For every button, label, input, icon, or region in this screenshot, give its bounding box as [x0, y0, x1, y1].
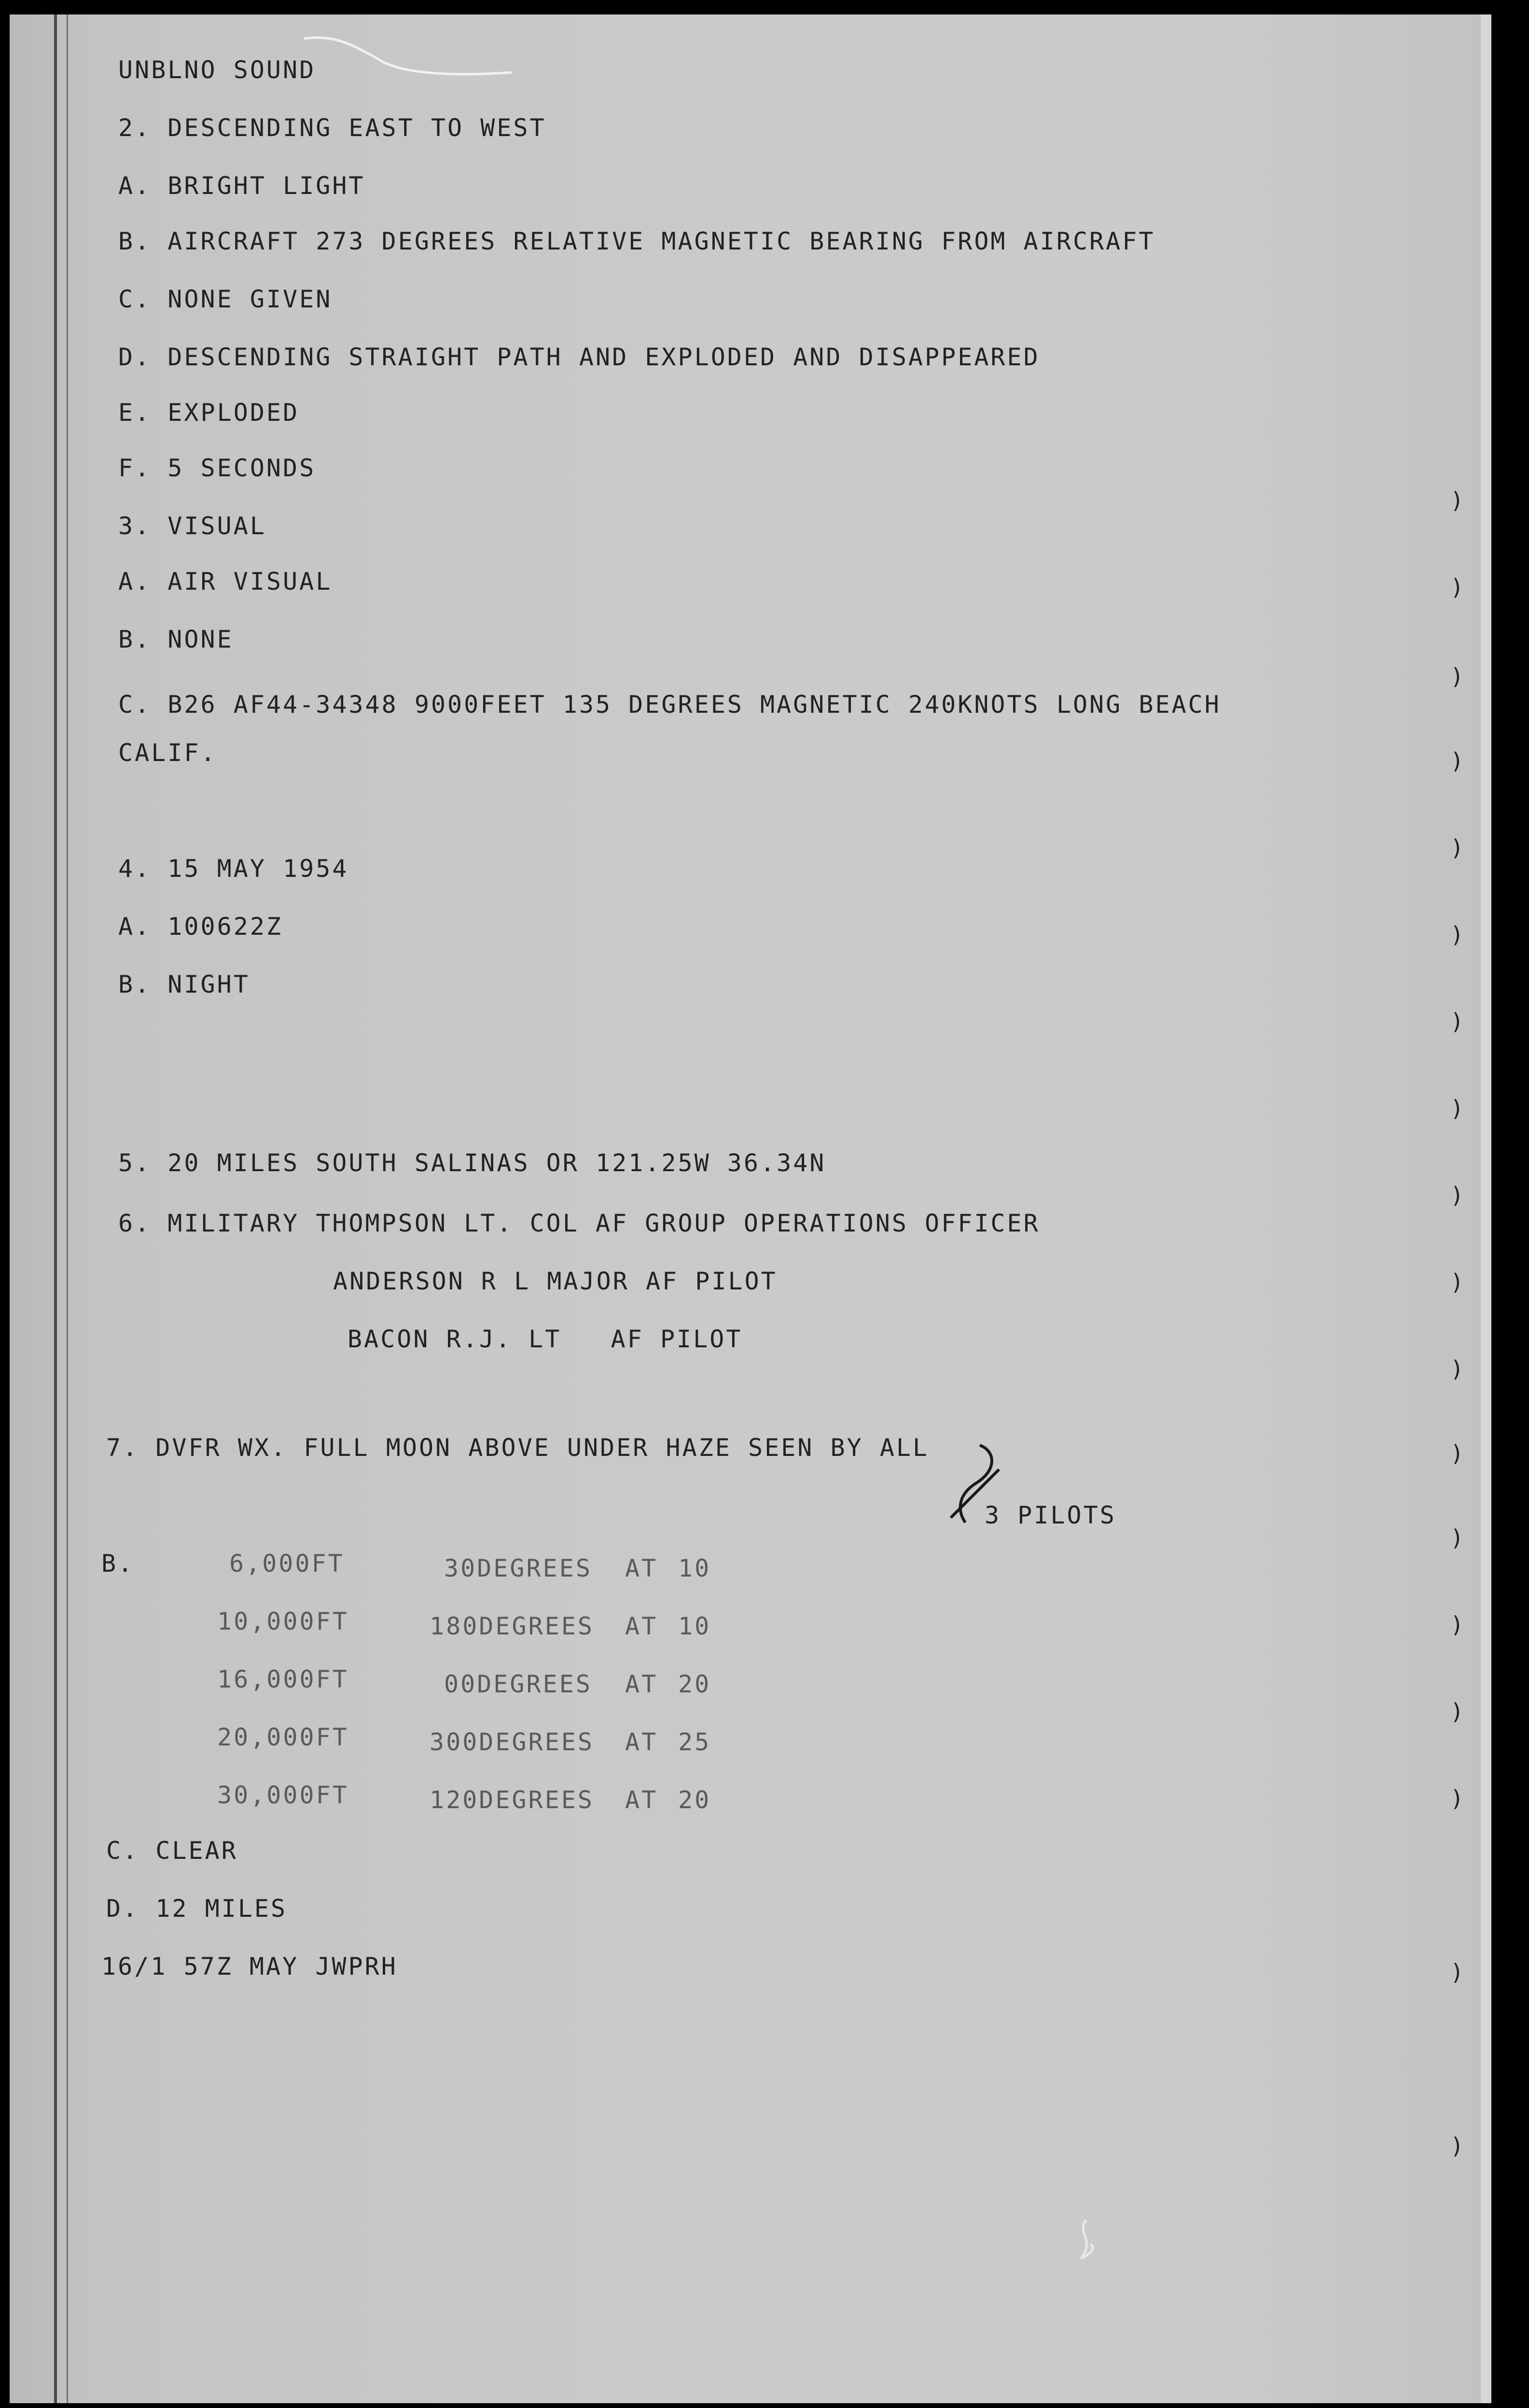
line-01: UNBLNO SOUND — [118, 56, 316, 84]
line-16: B. NIGHT — [118, 970, 250, 998]
pen-mark-bottom — [1067, 2215, 1105, 2268]
winds-speed: 10 — [678, 1554, 711, 1582]
line-07: E. EXPLODED — [118, 399, 300, 427]
margin-mark: ) — [1450, 922, 1464, 948]
line-03: A. BRIGHT LIGHT — [118, 172, 365, 200]
winds-at: AT — [625, 1786, 658, 1814]
winds-altitude: 6,000FT — [229, 1550, 345, 1578]
line-18: 6. MILITARY THOMPSON LT. COL AF GROUP OPERATIONS OFFICER — [118, 1209, 1040, 1237]
margin-mark: ) — [1450, 2133, 1464, 2159]
line-20: BACON R.J. LT AF PILOT — [348, 1325, 743, 1353]
winds-direction: 300DEGREES — [430, 1728, 595, 1756]
winds-at: AT — [625, 1728, 658, 1756]
line-06: D. DESCENDING STRAIGHT PATH AND EXPLODED AND DISAPPEARED — [118, 343, 1040, 371]
pen-scribble-top — [299, 19, 550, 87]
winds-at: AT — [625, 1670, 658, 1698]
line-22: 3 PILOTS — [985, 1501, 1116, 1529]
winds-speed: 20 — [678, 1786, 711, 1814]
winds-direction: 120DEGREES — [430, 1786, 595, 1814]
margin-mark: ) — [1450, 1095, 1464, 1121]
line-11: B. NONE — [118, 625, 234, 653]
margin-mark: ) — [1450, 1959, 1464, 1985]
line-10: A. AIR VISUAL — [118, 567, 333, 595]
margin-mark: ) — [1450, 835, 1464, 861]
winds-direction: 30DEGREES — [444, 1554, 592, 1582]
winds-at: AT — [625, 1554, 658, 1582]
winds-direction: 180DEGREES — [430, 1612, 595, 1640]
margin-mark: ) — [1450, 1440, 1464, 1467]
line-19: ANDERSON R L MAJOR AF PILOT — [333, 1267, 778, 1295]
margin-mark: ) — [1450, 1612, 1464, 1638]
winds-altitude: 20,000FT — [217, 1723, 349, 1751]
line-08: F. 5 SECONDS — [118, 454, 316, 482]
margin-mark: ) — [1450, 1182, 1464, 1208]
line-17: 5. 20 MILES SOUTH SALINAS OR 121.25W 36.34N — [118, 1149, 826, 1177]
margin-mark: ) — [1450, 1356, 1464, 1382]
winds-at: AT — [625, 1612, 658, 1640]
winds-speed: 10 — [678, 1612, 711, 1640]
line-15: A. 100622Z — [118, 913, 283, 941]
line-04: B. AIRCRAFT 273 DEGREES RELATIVE MAGNETIC BEARING FROM AIRCRAFT — [118, 227, 1155, 255]
line-13: CALIF. — [118, 739, 217, 767]
winds-direction: 00DEGREES — [444, 1670, 592, 1698]
winds-altitude: 10,000FT — [217, 1607, 349, 1635]
margin-mark: ) — [1450, 1269, 1464, 1295]
winds-speed: 25 — [678, 1728, 711, 1756]
winds-speed: 20 — [678, 1670, 711, 1698]
margin-mark: ) — [1450, 1525, 1464, 1551]
right-edge-strip — [1481, 14, 1491, 2403]
line-25: 16/1 57Z MAY JWPRH — [101, 1952, 398, 1980]
margin-mark: ) — [1450, 487, 1464, 513]
margin-mark: ) — [1450, 574, 1464, 600]
line-14: 4. 15 MAY 1954 — [118, 855, 349, 883]
left-margin-line — [67, 14, 68, 2403]
margin-mark: ) — [1450, 664, 1464, 690]
winds-altitude: 30,000FT — [217, 1781, 349, 1809]
margin-mark: ) — [1450, 1785, 1464, 1812]
document-page — [10, 14, 1491, 2403]
margin-mark: ) — [1450, 1009, 1464, 1035]
line-02: 2. DESCENDING EAST TO WEST — [118, 114, 546, 142]
line-12: C. B26 AF44-34348 9000FEET 135 DEGREES MAGNETIC 240KNOTS LONG BEACH — [118, 691, 1221, 719]
line-24: D. 12 MILES — [106, 1895, 288, 1923]
winds-label: B. — [101, 1550, 135, 1578]
line-05: C. NONE GIVEN — [118, 285, 333, 313]
line-23: C. CLEAR — [106, 1837, 238, 1865]
winds-altitude: 16,000FT — [217, 1665, 349, 1693]
margin-mark: ) — [1450, 1699, 1464, 1725]
line-09: 3. VISUAL — [118, 512, 266, 540]
line-21: 7. DVFR WX. FULL MOON ABOVE UNDER HAZE SEEN BY ALL — [106, 1434, 930, 1462]
left-binding-rule — [54, 14, 57, 2403]
margin-mark: ) — [1450, 748, 1464, 774]
